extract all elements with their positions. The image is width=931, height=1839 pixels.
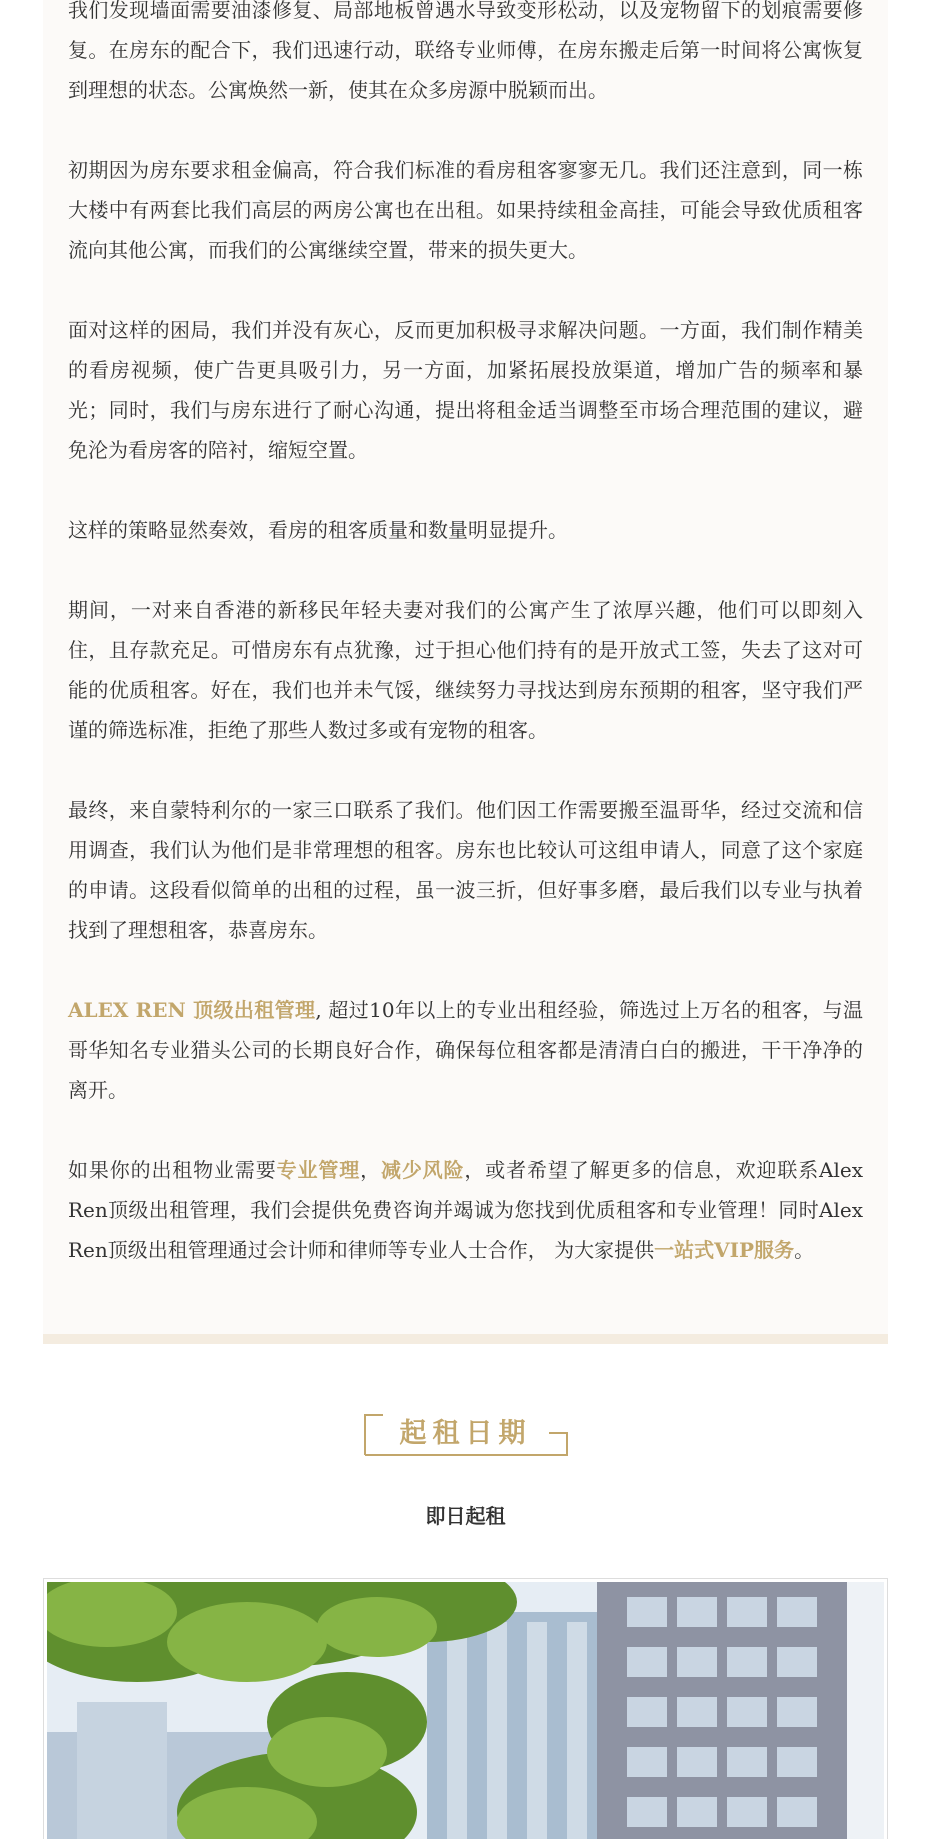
paragraph-brand-intro [68,990,863,1110]
contact-text-a: 如果你的出租物业需要 [68,1158,277,1182]
highlight-reduce-risk: 减少风险 [380,1158,465,1182]
article-panel [43,0,888,1344]
brand-intro-text: , 超过10年以上的专业出租经验，筛选过上万名的租客，与温哥华知名专业猎头公司的长期良好合作，确保每位租客都是清清白白的搬进，干干净净的离开。 [68,998,863,1102]
property-photo-frame [43,1578,888,1839]
section-lease-date [0,1405,931,1495]
paragraph-high-rent: 初期因为房东要求租金偏高，符合我们标准的看房租客寥寥无几。我们还注意到，同一栋大楼中有两套比我们高层的两房公寓也在出租。如果持续租金高挂，可能会导致优质租客流向其他公寓，而我们的公寓继续空置，带来的损失更大。 [68,158,863,262]
paragraph-contact [68,1150,863,1270]
section-subtitle: 即日起租 [425,1504,506,1528]
property-photo [47,1582,884,1839]
section-title: 起租日期 [399,1418,532,1449]
paragraph-montreal-family: 最终，来自蒙特利尔的一家三口联系了我们。他们因工作需要搬至温哥华，经过交流和信用调查，我们认为他们是非常理想的租客。房东也比较认可这组申请人，同意了这个家庭的申请。这段看似简单的出租的过程，虽一波三折，但好事多磨，最后我们以专业与执着找到了理想租客，恭喜房东。 [68,798,863,942]
contact-text-b: ， [360,1158,381,1182]
highlight-professional-management: 专业管理 [276,1158,361,1182]
paragraph-hk-couple: 期间，一对来自香港的新移民年轻夫妻对我们的公寓产生了浓厚兴趣，他们可以即刻入住，且存款充足。可惜房东有点犹豫，过于担心他们持有的是开放式工签，失去了这对可能的优质租客。好在，我们也并未气馁，继续努力寻找达到房东预期的租客，坚守我们严谨的筛选标准，拒绝了那些人数过多或有宠物的租客。 [68,598,863,742]
brand-name: ALEX REN 顶级出租管理 [68,998,316,1022]
section-title-frame [363,1405,569,1457]
building-photo-illustration [47,1582,884,1839]
paragraph-strategy: 面对这样的困局，我们并没有灰心，反而更加积极寻求解决问题。一方面，我们制作精美的看房视频，使广告更具吸引力，另一方面，加紧拓展投放渠道，增加广告的频率和暴光；同时，我们与房东进行了耐心沟通，提出将租金适当调整至市场合理范围的建议，避免沦为看房客的陪衬，缩短空置。 [68,318,863,462]
contact-text-c: ，或者希望了解更多的信息，欢迎联系Alex Ren顶级出租管理，我们会提供免费咨询并竭诚为您找到优质租客和专业管理！同时Alex Ren顶级出租管理通过会计师和律师等专业人士合作， 为大家提供 [68,1158,864,1262]
paragraph-repairs: 我们发现墙面需要油漆修复、局部地板曾遇水导致变形松动，以及宠物留下的划痕需要修复。在房东的配合下，我们迅速行动，联络专业师傅，在房东搬走后第一时间将公寓恢复到理想的状态。公寓焕然一新，使其在众多房源中脱颖而出。 [68,0,863,102]
contact-text-d: 。 [794,1238,815,1262]
paragraph-result: 这样的策略显然奏效，看房的租客质量和数量明显提升。 [68,518,568,542]
highlight-vip-service: 一站式VIP服务 [654,1238,795,1262]
article-body [68,0,863,1310]
